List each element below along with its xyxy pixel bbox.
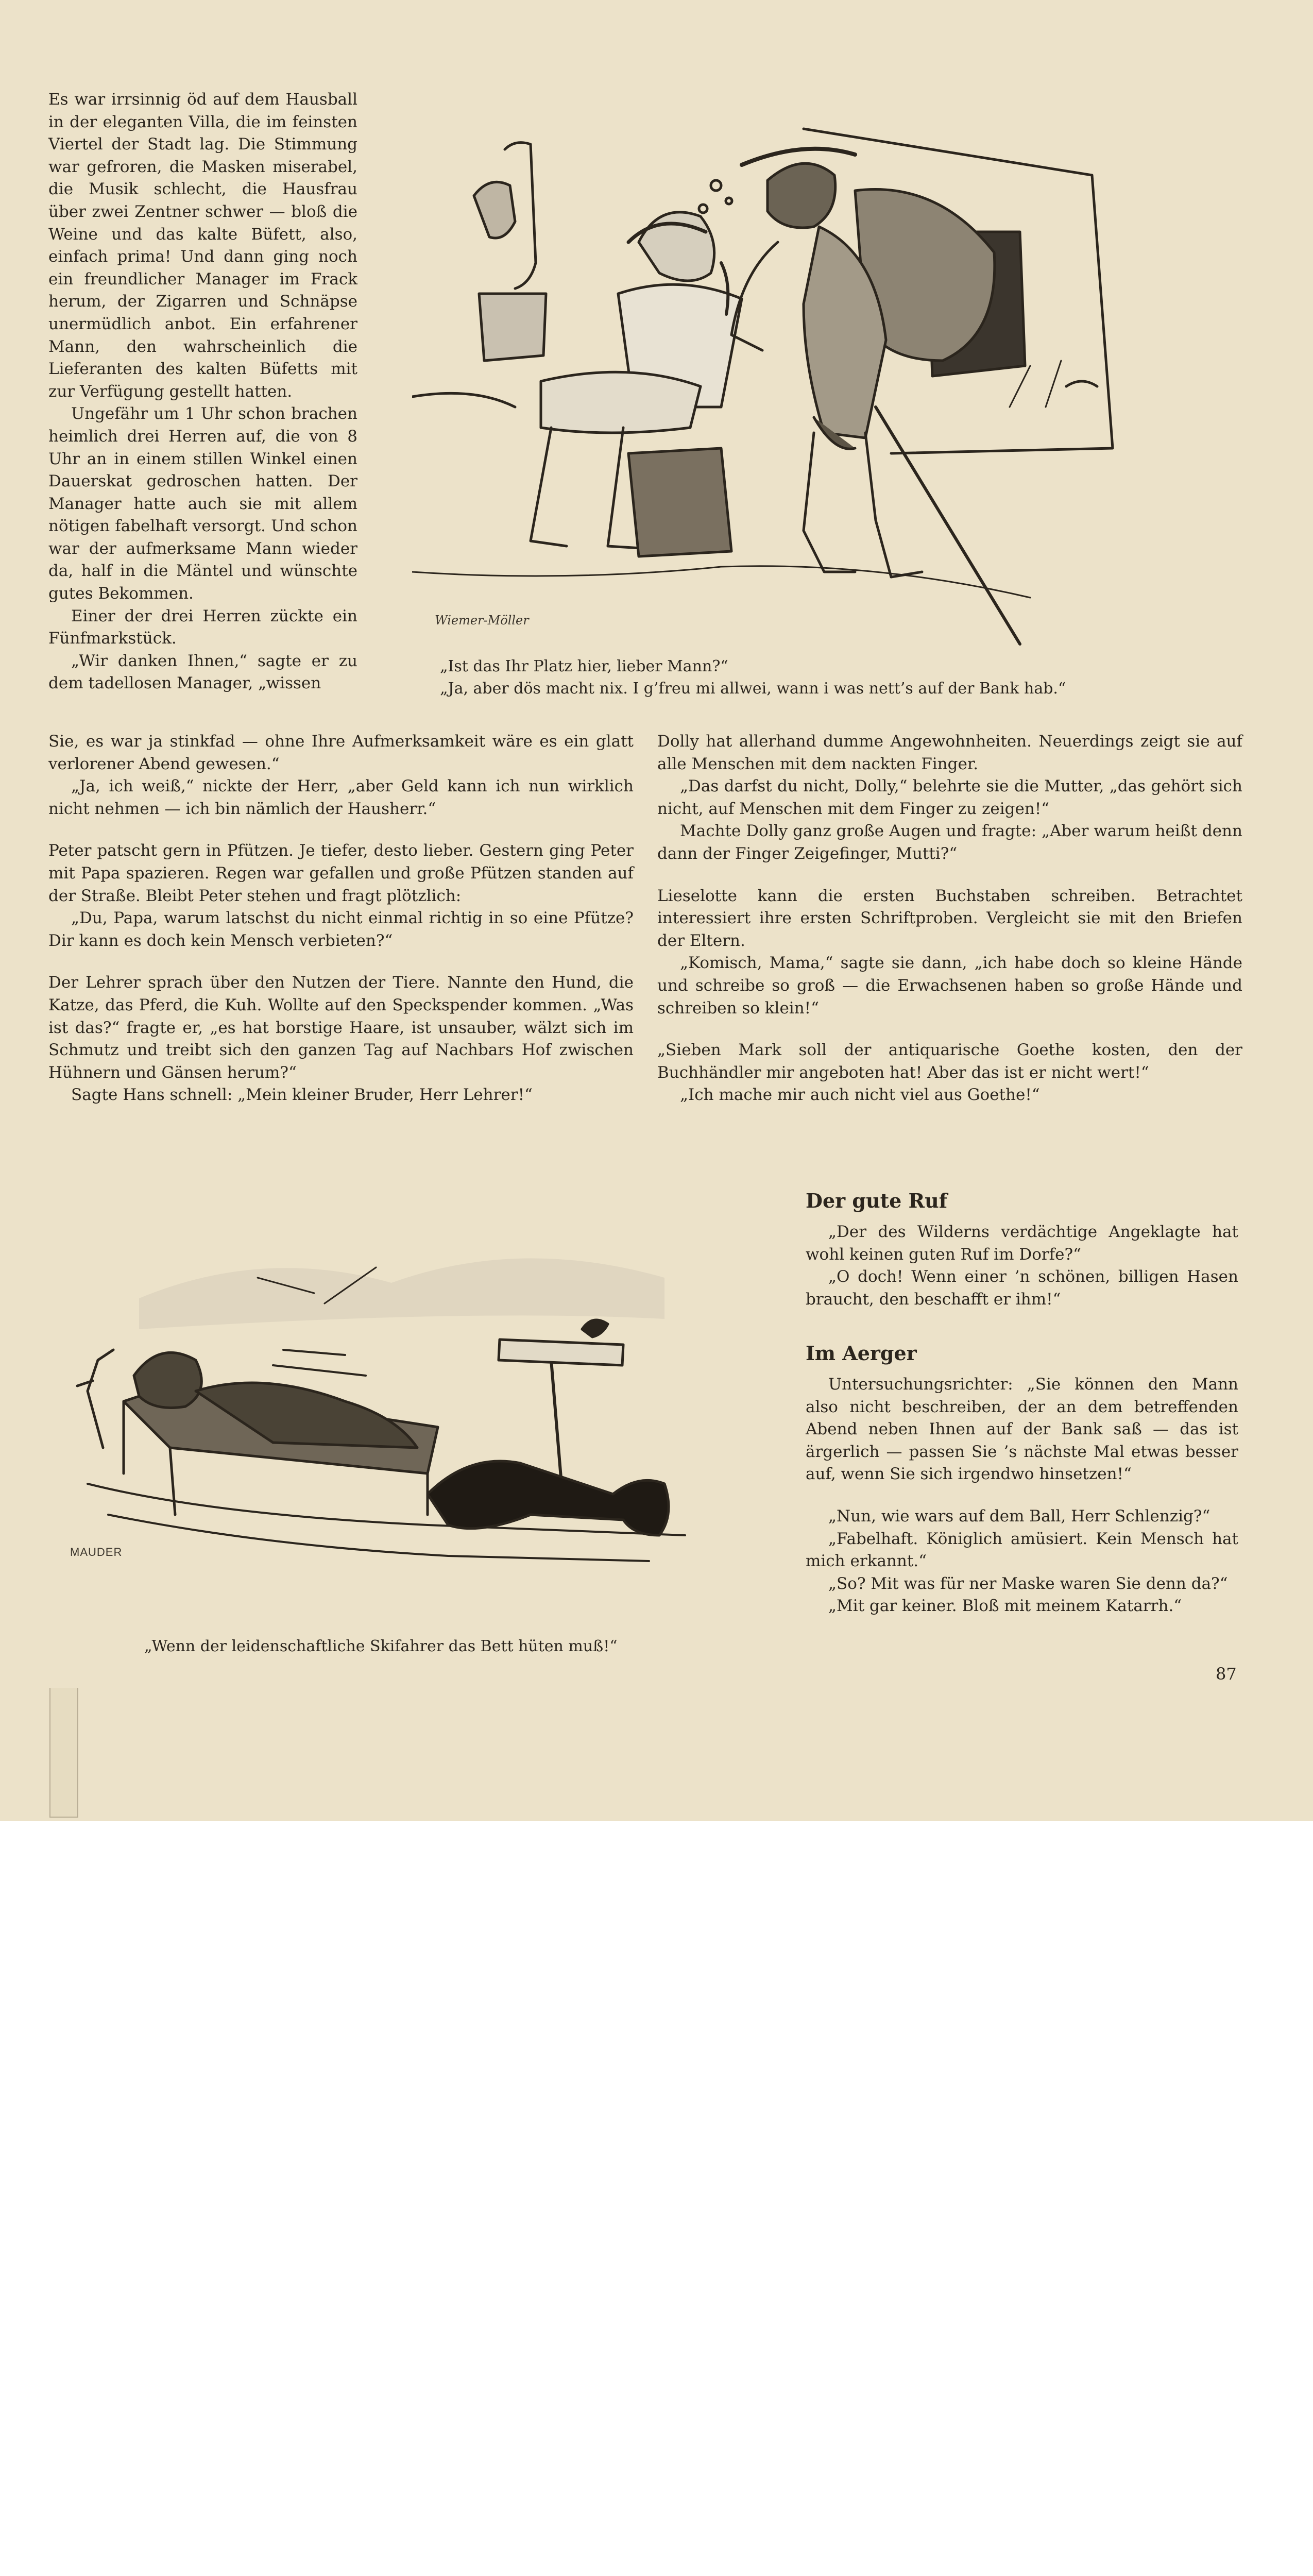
paragraph: Der Lehrer sprach über den Nutzen der Tiere. Nannte den Hund, die Katze, das Pferd, die Kuh. Wollte auf den Speckspender kommen. „Was ist das?“ fragte er, „es hat borstige Haare, ist unsauber, wälzt sich im Schmutz und treibt sich den ganzen Tag auf Nachbars Hof zwischen Hühnern und Gänsen herum?“ [48, 973, 634, 1082]
paragraph: Sie, es war ja stinkfad — ohne Ihre Aufmerksamkeit wäre es ein glatt verlorener Abend gewesen.“ [48, 732, 634, 773]
paragraph: Peter patscht gern in Pfützen. Je tiefer, desto lieber. Gestern ging Peter mit Papa spazieren. Regen war gefallen und große Pfützen standen auf der Straße. Bleibt Peter stehen und fragt plötzlich: [48, 841, 634, 905]
section-heading: Der gute Ruf [806, 1189, 948, 1212]
left-wide-text [48, 731, 634, 1107]
paragraph: „Komisch, Mama,“ sagte sie dann, „ich habe doch so kleine Hände und schreibe so groß — die Erwachsenen haben so große Hände und schreiben so klein!“ [657, 954, 1242, 1018]
paragraph: „Nun, wie wars auf dem Ball, Herr Schlenzig?“ [828, 1506, 1210, 1526]
paragraph: „Mit gar keiner. Bloß mit meinem Katarrh.“ [828, 1597, 1182, 1616]
section-text [806, 1374, 1238, 1618]
paragraph: Ungefähr um 1 Uhr schon brachen heimlich drei Herren auf, die von 8 Uhr an in einem stillen Winkel einen Dauerskat gedroschen hatten. Der Manager hatte auch sie mit allem nötigen fabelhaft versorgt. Und schon war der aufmerksame Mann wieder da, half in die Mäntel und wünschte gutes Bekommen. [48, 404, 357, 603]
paragraph: Untersuchungsrichter: „Sie können den Mann also nicht beschreiben, der an dem betreffenden Abend neben Ihnen auf der Bank saß — das ist ärgerlich — passen Sie ’s nächste Mal etwas besser auf, wenn Sie sich irgendwo hinsetzen!“ [806, 1375, 1238, 1484]
paragraph: Lieselotte kann die ersten Buchstaben schreiben. Betrachtet interessiert ihre ersten Schriftproben. Vergleicht sie mit den Briefen der Eltern. [657, 886, 1242, 950]
left-column-text [48, 89, 357, 695]
top-caption [440, 655, 1192, 700]
section-heading: Im Aerger [806, 1342, 917, 1365]
paragraph: Einer der drei Herren zückte ein Fünfmarkstück. [48, 606, 357, 648]
paragraph: Machte Dolly ganz große Augen und fragte: „Aber warum heißt denn dann der Finger Zeigefinger, Mutti?“ [657, 822, 1242, 863]
paragraph: „Ja, ich weiß,“ nickte der Herr, „aber Geld kann ich nun wirklich nicht nehmen — ich bin nämlich der Hausherr.“ [48, 777, 634, 818]
paragraph: „Fabelhaft. Königlich amüsiert. Kein Mensch hat mich erkannt.“ [806, 1529, 1238, 1571]
right-column-text [657, 731, 1242, 1107]
top-illustration-signature: Wiemer-Möller [435, 613, 529, 628]
caption-line: „Ja, aber dös macht nix. I g’freu mi allwei, wann i was nett’s auf der Bank hab.“ [440, 680, 1066, 698]
page-edge-tab [49, 1688, 78, 1818]
paragraph: „Sieben Mark soll der antiquarische Goethe kosten, den der Buchhändler mir angeboten hat! Aber das ist er nicht wert!“ [657, 1041, 1242, 1082]
bottom-caption: „Wenn der leidenschaftliche Skifahrer das Bett hüten muß!“ [144, 1637, 618, 1655]
paragraph: „Das darfst du nicht, Dolly,“ belehrte sie die Mutter, „das gehört sich nicht, auf Menschen mit dem Finger zu zeigen!“ [657, 777, 1242, 818]
paragraph: Es war irrsinnig öd auf dem Hausball in der eleganten Villa, die im feinsten Viertel der Stadt lag. Die Stimmung war gefroren, die Masken miserabel, die Musik schlecht, die Hausfrau über zwei Zentner schwer — bloß die Weine und das kalte Büfett, also, einfach prima! Und dann ging noch ein freundlicher Manager im Frack herum, der Zigarren und Schnäpse unermüdlich anbot. Ein erfahrener Mann, den wahrscheinlich die Lieferanten des kalten Büfetts mit zur Verfügung gestellt hatten. [48, 90, 357, 401]
bottom-illustration-signature: MAUDER [70, 1546, 123, 1558]
paragraph: „O doch! Wenn einer ’n schönen, billigen Hasen braucht, den beschafft er ihm!“ [806, 1267, 1238, 1309]
paragraph: „Du, Papa, warum latschst du nicht einmal richtig in so eine Pfütze? Dir kann es doch kein Mensch verbieten?“ [48, 909, 634, 950]
section-text [806, 1221, 1238, 1311]
paragraph: Dolly hat allerhand dumme Angewohnheiten. Neuerdings zeigt sie auf alle Menschen mit dem nackten Finger. [657, 732, 1242, 773]
bottom-illustration [57, 1206, 768, 1587]
paragraph: „Ich mache mir auch nicht viel aus Goethe!“ [680, 1086, 1040, 1105]
skier-in-bed-sketch [57, 1206, 768, 1587]
paragraph: „So? Mit was für ner Maske waren Sie denn da?“ [828, 1574, 1228, 1593]
paragraph: Sagte Hans schnell: „Mein kleiner Bruder, Herr Lehrer!“ [71, 1086, 533, 1105]
caption-line: „Ist das Ihr Platz hier, lieber Mann?“ [440, 657, 728, 675]
digitization-footer [0, 1821, 1313, 1917]
paragraph: „Der des Wilderns verdächtige Angeklagte hat wohl keinen guten Ruf im Dorfe?“ [806, 1223, 1238, 1264]
paragraph: „Wir danken Ihnen,“ sagte er zu dem tadellosen Manager, „wissen [48, 651, 357, 693]
page-number: 87 [1216, 1664, 1237, 1684]
top-illustration [412, 118, 1216, 654]
hiker-sketch [412, 118, 1216, 654]
